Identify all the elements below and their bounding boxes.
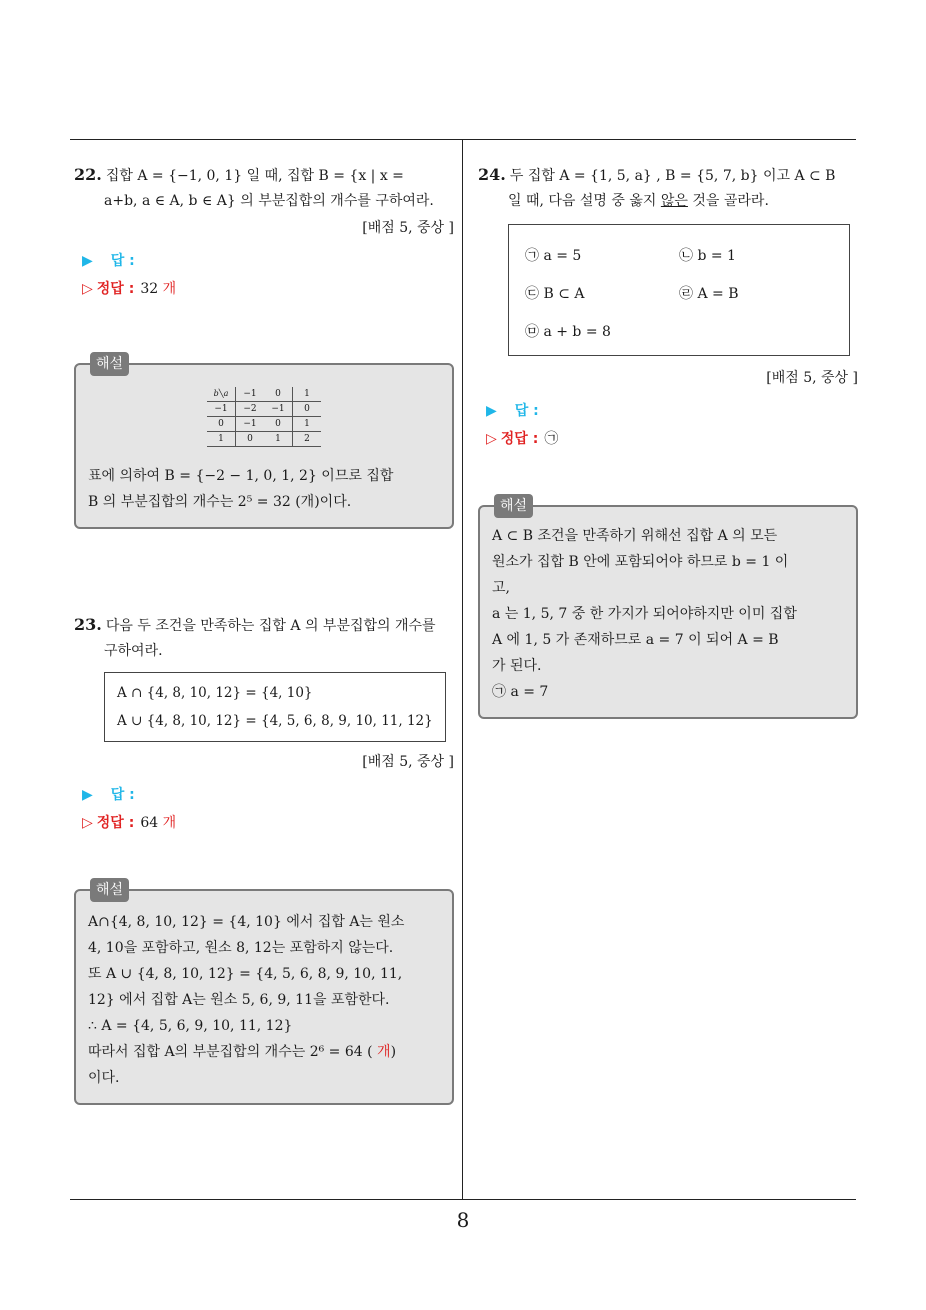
table-corner: b╲a [207, 387, 236, 402]
page-number: 8 [456, 1208, 470, 1232]
question-22-text: 22. 집합 A = {−1, 0, 1} 일 때, 집합 B = {x | x = a+b, a ∈ A, b ∈ A} 의 부분집합의 개수를 구하여라. [74, 165, 434, 209]
question-24 [478, 162, 858, 719]
correct-label: 정답 : [96, 815, 135, 831]
option-5: ㉤ a + b = 8 [525, 324, 611, 340]
table-cell: 0 [207, 417, 236, 432]
question-22 [74, 162, 454, 529]
score-label: [배점 5, 중상 ] [766, 370, 858, 386]
table-cell: −1 [236, 417, 265, 432]
option-1: ㉠ a = 5 [525, 248, 582, 264]
answer-block [486, 397, 858, 453]
question-23-text: 23. 다음 두 조건을 만족하는 집합 A 의 부분집합의 개수를 구하여라. [74, 615, 436, 659]
play-icon: ▶ [82, 253, 93, 269]
play-icon: ▶ [82, 787, 93, 803]
table-cell: −2 [236, 402, 265, 417]
option-2: ㉡ b = 1 [679, 248, 736, 264]
bottom-rule [70, 1199, 856, 1200]
explanation-box: 해설 A∩{4, 8, 10, 12} = {4, 10} 에서 집합 A는 원소 4, 10을 포함하고, 원소 8, 12는 포함하지 않는다. 또 A ∪ {4, 8, 10, 12} = {4, 5, 6, 8, 9, 10, 11, 12} 에서 집합 A는 원소 5, 6, 9, 11을 포함한다. ∴ A = {4, 5, 6, 9, 10, 11, 12} 따라서 집합 A의 부분집합의 개수는 2⁶ = 64 ( 개) 이다. [74, 889, 454, 1105]
table-cell: −1 [264, 402, 293, 417]
table-cell: 1 [293, 417, 322, 432]
top-rule [70, 139, 856, 140]
correct-unit: 개 [162, 281, 177, 297]
outline-triangle-icon: ▷ [82, 281, 93, 297]
table-cell: −1 [236, 387, 265, 402]
correct-unit: 개 [162, 815, 177, 831]
table-cell: 1 [293, 387, 322, 402]
correct-value: 64 [140, 815, 159, 831]
table-cell: 0 [264, 387, 293, 402]
explanation-tag: 해설 [90, 352, 129, 376]
question-23 [74, 612, 454, 1105]
question-number: 23. [74, 615, 102, 634]
condition-box: A ∩ {4, 8, 10, 12} = {4, 10} A ∪ {4, 8, 10, 12} = {4, 5, 6, 8, 9, 10, 11, 12} [104, 672, 446, 742]
answer-label: 답 : [110, 253, 135, 269]
table-cell: 2 [293, 432, 322, 447]
answer-label: 답 : [514, 403, 539, 419]
explanation-tag: 해설 [494, 494, 533, 518]
correct-label: 정답 : [500, 431, 539, 447]
explanation-tag: 해설 [90, 878, 129, 902]
question-number: 22. [74, 165, 102, 184]
answer-block [82, 247, 454, 303]
table-cell: −1 [207, 402, 236, 417]
explanation-text: 표에 의하여 B = {−2 − 1, 0, 1, 2} 이므로 집합 B 의 부분집합의 개수는 2⁵ = 32 (개)이다. [88, 468, 394, 510]
table-cell: 0 [236, 432, 265, 447]
addition-table [207, 387, 321, 447]
correct-label: 정답 : [96, 281, 135, 297]
answer-label: 답 : [110, 787, 135, 803]
outline-triangle-icon: ▷ [82, 815, 93, 831]
table-cell: 0 [264, 417, 293, 432]
correct-value: 32 [140, 281, 159, 297]
table-cell: 0 [293, 402, 322, 417]
outline-triangle-icon: ▷ [486, 431, 497, 447]
question-number: 24. [478, 165, 506, 184]
table-cell: 1 [207, 432, 236, 447]
option-3: ㉢ B ⊂ A [525, 286, 585, 302]
answer-block [82, 781, 454, 837]
options-box [508, 224, 850, 356]
column-divider [462, 140, 463, 1200]
score-label: [배점 5, 중상 ] [362, 220, 454, 236]
explanation-box: 해설 A ⊂ B 조건을 만족하기 위해선 집합 A 의 모든 원소가 집합 B 안에 포함되어야 하므로 b = 1 이 고, a 는 1, 5, 7 중 한 가지가 되어야하지만 이미 집합 A 에 1, 5 가 존재하므로 a = 7 이 되어 A = B 가 된다. ㉠ a = 7 [478, 505, 858, 719]
correct-value: ㉠ [544, 431, 559, 447]
question-24-text: 24. 두 집합 A = {1, 5, a} , B = {5, 7, b} 이고 A ⊂ B 일 때, 다음 설명 중 옳지 않은 것을 골라라. [478, 165, 836, 209]
explanation-box [74, 356, 454, 529]
option-4: ㉣ A = B [679, 286, 739, 302]
table-cell: 1 [264, 432, 293, 447]
score-label: [배점 5, 중상 ] [362, 754, 454, 770]
play-icon: ▶ [486, 403, 497, 419]
